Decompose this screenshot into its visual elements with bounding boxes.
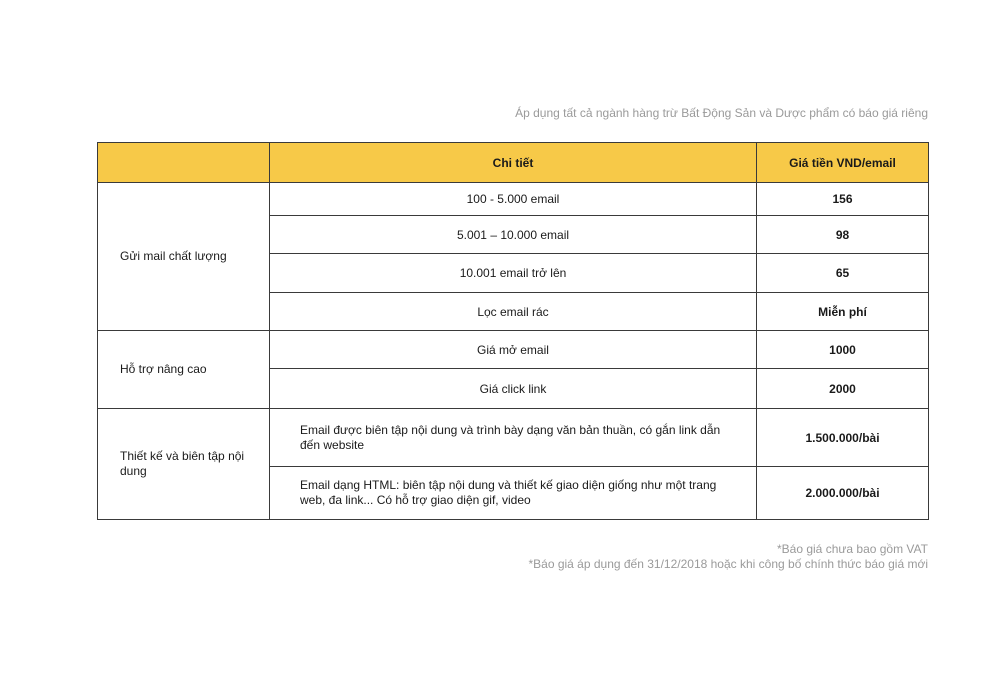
detail-cell: 5.001 – 10.000 email (270, 216, 757, 254)
price-cell: Miễn phí (757, 293, 929, 331)
category-design-editing: Thiết kế và biên tập nội dung (98, 409, 270, 520)
detail-cell: 10.001 email trở lên (270, 254, 757, 293)
price-cell: 156 (757, 183, 929, 216)
header-detail: Chi tiết (270, 143, 757, 183)
validity-note: *Báo giá áp dụng đến 31/12/2018 hoặc khi công bố chính thức báo giá mới (528, 557, 928, 571)
vat-note: *Báo giá chưa bao gồm VAT (776, 542, 928, 556)
pricing-table (97, 142, 929, 520)
category-advanced-support: Hỗ trợ nâng cao (98, 331, 270, 409)
table-row (98, 331, 929, 369)
header-category (98, 143, 270, 183)
price-cell: 2000 (757, 369, 929, 409)
detail-cell: Lọc email rác (270, 293, 757, 331)
category-quality-mail: Gửi mail chất lượng (98, 183, 270, 331)
table-row (98, 183, 929, 216)
detail-cell: 100 - 5.000 email (270, 183, 757, 216)
detail-cell: Email được biên tập nội dung và trình bày dạng văn bản thuần, có gắn link dẫn đến website (270, 409, 757, 467)
price-cell: 2.000.000/bài (757, 467, 929, 520)
price-cell: 65 (757, 254, 929, 293)
scope-note: Áp dụng tất cả ngành hàng trừ Bất Động Sản và Dược phẩm có báo giá riêng (515, 106, 928, 120)
detail-cell: Giá click link (270, 369, 757, 409)
price-cell: 98 (757, 216, 929, 254)
detail-cell: Giá mở email (270, 331, 757, 369)
footnotes (528, 542, 928, 572)
price-cell: 1000 (757, 331, 929, 369)
price-cell: 1.500.000/bài (757, 409, 929, 467)
detail-cell: Email dạng HTML: biên tập nội dung và thiết kế giao diện giống như một trang web, đa link... Có hỗ trợ giao diện gif, video (270, 467, 757, 520)
header-price: Giá tiền VND/email (757, 143, 929, 183)
table-header-row (98, 143, 929, 183)
table-row (98, 409, 929, 467)
